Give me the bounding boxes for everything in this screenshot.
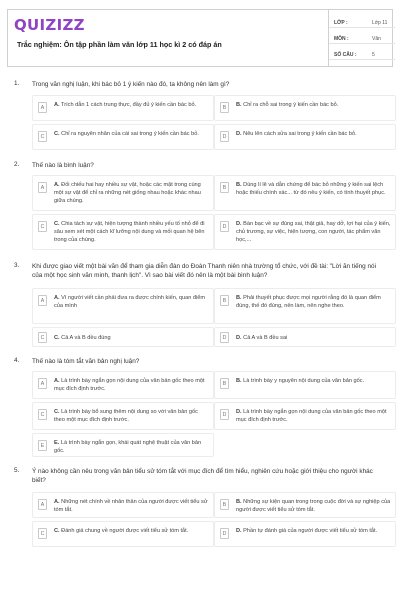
option-letter-badge: B	[220, 499, 229, 510]
option-letter-badge: A	[38, 182, 47, 193]
option-text: Chỉ ra nguyên nhân của cái sai trong ý kiến cần bác bỏ.	[61, 131, 199, 137]
option-text: Phải thuyết phục được mọi người rằng đó là quan điểm đúng, thế đó đúng, nên làm, nên nghe theo.	[236, 295, 381, 309]
option-letter-badge: D	[220, 332, 229, 343]
option-letter-badge: A	[38, 378, 47, 389]
option-label: A.	[54, 378, 60, 384]
option-text: Trích dẫn 1 cách trung thực, đầy đủ ý kiến cần bác bỏ.	[61, 102, 197, 108]
answer-option[interactable]	[32, 521, 214, 547]
option-text: Bàn bạc về sự đúng sai, thật giả, hay dở, lợi hại của ý kiến, chủ trương, sự việc, hiện tượng, con người, tác phẩm văn học,...	[236, 221, 391, 243]
answer-option[interactable]	[32, 95, 214, 121]
option-text: Vì người viết cần phải đưa ra được chính kiến, quan điểm của mình	[54, 295, 206, 309]
option-text: Đánh giá chung về người được viết tiểu sử tóm tắt.	[61, 528, 189, 534]
option-label: C.	[54, 221, 60, 227]
option-letter-badge: C	[38, 221, 47, 232]
option-label: B.	[236, 378, 242, 384]
answer-option[interactable]	[32, 371, 214, 399]
meta-label: MÔN :	[334, 36, 349, 42]
question-number: 4.	[14, 357, 20, 364]
option-text: Những sự kiện quan trong trong cuộc đời và sự nghiệp của người được viết tiểu sử tóm tắt.	[236, 499, 391, 513]
answer-option[interactable]	[214, 327, 396, 347]
option-text: Những nét chính về nhân thân của người được viết tiểu sử tóm tắt.	[54, 499, 208, 513]
option-label: C.	[54, 409, 60, 415]
option-label: D.	[236, 335, 242, 341]
option-label: E.	[54, 440, 60, 446]
answer-option[interactable]	[32, 175, 214, 211]
option-letter-badge: C	[38, 332, 47, 343]
meta-row-subject	[329, 31, 395, 44]
question-number: 1.	[14, 80, 20, 87]
answer-option[interactable]	[214, 521, 396, 547]
meta-value: 5	[372, 52, 375, 58]
meta-label: SỐ CÂU :	[334, 52, 357, 58]
meta-value: Văn	[372, 36, 381, 42]
option-label: A.	[54, 499, 60, 505]
option-letter-badge: C	[38, 528, 47, 539]
option-letter-badge: E	[38, 440, 47, 451]
answer-option[interactable]	[214, 371, 396, 399]
option-text: Dùng lí lẽ và dẫn chứng để bác bỏ những ý kiến sai lệch hoặc thiếu chính xác... từ đó nêu ý kiến, có tính thuyết phục.	[236, 182, 386, 196]
answer-option[interactable]	[32, 402, 214, 430]
option-label: C.	[54, 528, 60, 534]
option-letter-badge: B	[220, 295, 229, 306]
answer-option[interactable]	[32, 124, 214, 150]
question-text: Trong văn nghị luận, khi bác bỏ 1 ý kiến nào đó, ta không nên làm gì?	[32, 81, 230, 88]
answer-option[interactable]	[214, 175, 396, 211]
answer-option[interactable]	[32, 214, 214, 250]
option-label: D.	[236, 131, 242, 137]
option-text: Phần tự đánh giá của người được viết tiểu sử tóm tắt.	[243, 528, 378, 534]
quiz-title: Trắc nghiệm: Ôn tập phần làm văn lớp 11 học kì 2 có đáp án	[17, 40, 222, 49]
option-label: B.	[236, 182, 242, 188]
option-letter-badge: C	[38, 409, 47, 420]
option-text: Cả A và B đều sai	[243, 335, 288, 341]
answer-option[interactable]	[32, 433, 214, 457]
option-letter-badge: A	[38, 295, 47, 306]
option-text: Là trình bày ngắn gọn nội dung của văn bản gốc theo một mục đích định trước.	[54, 378, 205, 392]
option-text: Nêu lên cách sửa sai trong ý kiến cần bác bỏ.	[243, 131, 357, 137]
option-label: B.	[236, 499, 242, 505]
answer-option[interactable]	[214, 124, 396, 150]
answer-option[interactable]	[214, 402, 396, 430]
answer-option[interactable]	[214, 288, 396, 324]
meta-label: LỚP :	[334, 20, 348, 26]
option-letter-badge: D	[220, 131, 229, 142]
option-letter-badge: B	[220, 182, 229, 193]
option-letter-badge: D	[220, 221, 229, 232]
quizizz-logo: QUIZIZZ	[14, 16, 85, 34]
option-label: D.	[236, 221, 242, 227]
meta-panel	[328, 10, 394, 66]
option-letter-badge: D	[220, 409, 229, 420]
option-label: B.	[236, 295, 242, 301]
question-text: Ý nào không cần nêu trong văn bản tiểu sử tóm tắt với mục đích để tìm hiểu, nghiên cứu hoặc giới thiệu cho người khác biết?	[32, 468, 373, 484]
option-label: C.	[54, 131, 60, 137]
option-label: A.	[54, 102, 60, 108]
option-text: Là trình bày ngắn gọn nội dung của văn bản gốc theo một mục đích định trước.	[236, 409, 387, 423]
question-text: Thế nào là bình luận?	[32, 162, 94, 169]
option-text: Cả A và B đều đúng	[61, 335, 111, 341]
meta-row-class	[329, 15, 395, 28]
option-label: D.	[236, 409, 242, 415]
option-text: Đối chiếu hai hay nhiều sự vật, hoặc các mặt trong cùng một sự vật để chỉ ra những nét giống nhau hoặc khác nhau giữa chúng.	[54, 182, 201, 204]
option-label: C.	[54, 335, 60, 341]
question-text: Khi được giao viết một bài văn để tham gia diễn đàn do Đoàn Thanh niên nhà trường tổ chức, với đề tài: "Lời ăn tiếng nói của một học sinh văn minh, thanh lịch". Vì sao bài viết đó nên là một bài bình luận?	[32, 263, 377, 279]
question-text: Thế nào là tóm tắt văn bản nghị luận?	[32, 358, 140, 365]
option-label: A.	[54, 182, 60, 188]
option-label: B.	[236, 102, 242, 108]
answer-option[interactable]	[214, 214, 396, 250]
option-text: Chia tách sự vật, hiện tượng thành nhiều yếu tố nhỏ để đi sâu xem xét một cách kĩ lưỡng nội dung và mối quan hệ bên trong của chúng.	[54, 221, 205, 243]
option-letter-badge: A	[38, 102, 47, 113]
question-number: 3.	[14, 262, 20, 269]
option-text: Chỉ ra chỗ sai trong ý kiến cần bác bỏ.	[243, 102, 339, 108]
answer-option[interactable]	[214, 95, 396, 121]
option-label: D.	[236, 528, 242, 534]
question-number: 5.	[14, 467, 20, 474]
option-letter-badge: B	[220, 378, 229, 389]
meta-value: Lớp 11	[372, 20, 388, 26]
option-letter-badge: A	[38, 499, 47, 510]
answer-option[interactable]	[32, 492, 214, 518]
option-text: Là trình bày ngắn gọn, khái quát nghệ thuật của văn bản gốc.	[54, 440, 202, 454]
answer-option[interactable]	[32, 327, 214, 347]
option-letter-badge: D	[220, 528, 229, 539]
option-letter-badge: C	[38, 131, 47, 142]
meta-row-count	[329, 47, 395, 60]
question-number: 2.	[14, 161, 20, 168]
option-text: Là trình bày bổ sung thêm nội dung so với văn bản gốc theo một mục đích định trước.	[54, 409, 198, 423]
option-text: Là trình bày y nguyên nội dung của văn bản gốc.	[243, 378, 365, 384]
answer-option[interactable]	[32, 288, 214, 324]
answer-option[interactable]	[214, 492, 396, 518]
worksheet-header	[7, 9, 393, 67]
option-label: A.	[54, 295, 60, 301]
option-letter-badge: B	[220, 102, 229, 113]
